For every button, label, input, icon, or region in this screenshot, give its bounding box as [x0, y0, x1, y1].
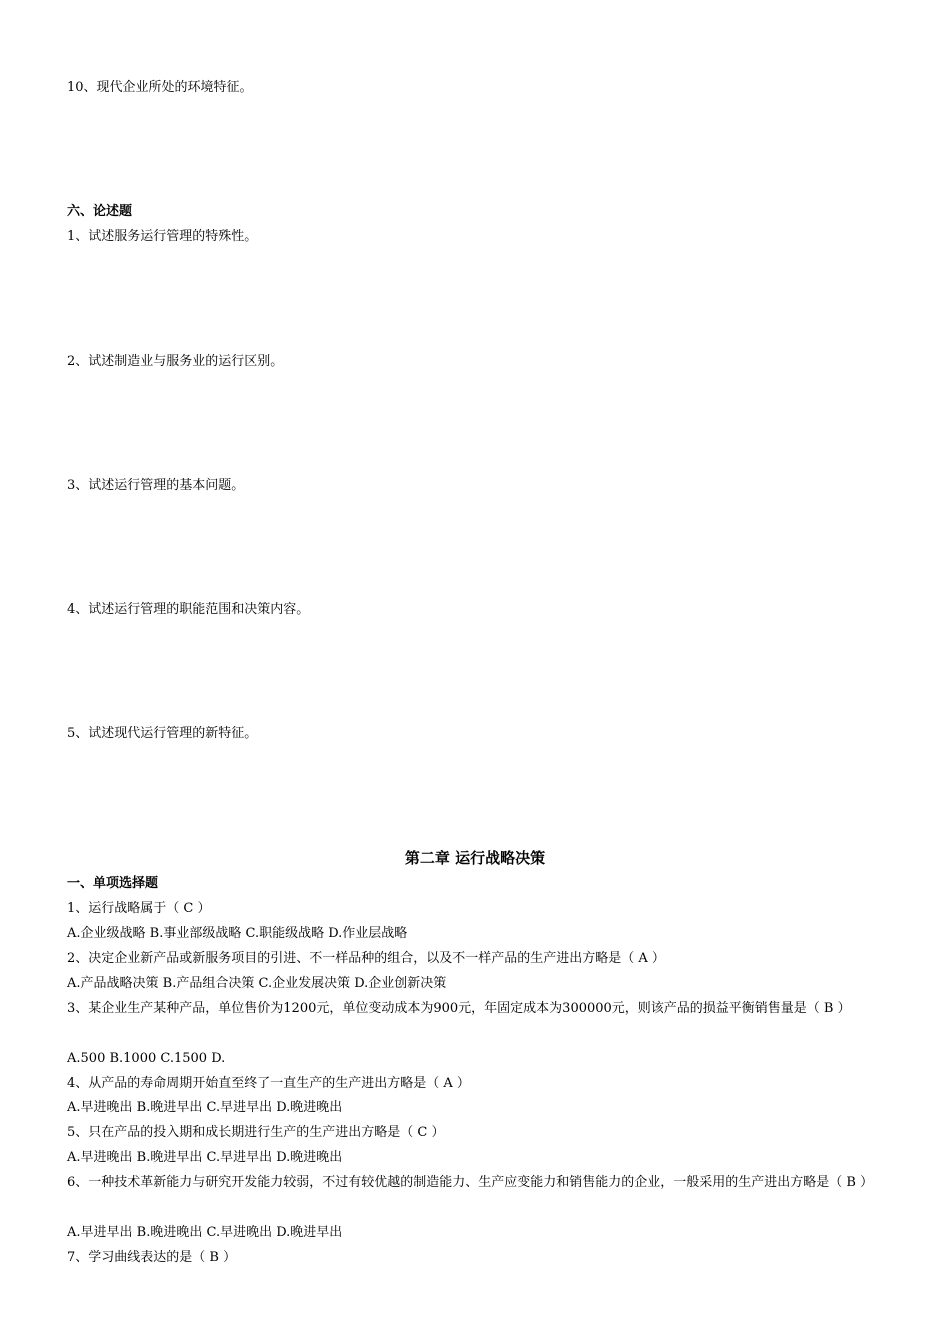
section-heading-essay: 六、论述题: [67, 204, 133, 219]
choice-question-5: 5、只在产品的投入期和成长期进行生产的生产进出方略是（ C ）: [67, 1125, 445, 1140]
question-10: 10、现代企业所处的环境特征。: [67, 80, 253, 95]
essay-question-4: 4、试述运行管理的职能范围和决策内容。: [67, 602, 310, 617]
section-heading-single-choice: 一、单项选择题: [67, 876, 159, 891]
choice-question-6: 6、一种技术革新能力与研究开发能力较弱，不过有较优越的制造能力、生产应变能力和销售能力的企业，一般采用的生产进出方略是（ B ）: [67, 1175, 874, 1190]
essay-question-3: 3、试述运行管理的基本问题。: [67, 478, 245, 493]
choice-question-4-options: A.早进晚出 B.晚进早出 C.早进早出 D.晚进晚出: [67, 1100, 343, 1115]
choice-question-4: 4、从产品的寿命周期开始直至终了一直生产的生产进出方略是（ A ）: [67, 1076, 470, 1091]
choice-question-3-options: A.500 B.1000 C.1500 D.: [67, 1051, 226, 1066]
choice-question-7: 7、学习曲线表达的是（ B ）: [67, 1250, 237, 1265]
choice-question-3: 3、某企业生产某种产品，单位售价为1200元，单位变动成本为900元，年固定成本为300000元，则该产品的损益平衡销售量是（ B ）: [67, 1001, 851, 1016]
essay-question-5: 5、试述现代运行管理的新特征。: [67, 726, 258, 741]
choice-question-2-options: A.产品战略决策 B.产品组合决策 C.企业发展决策 D.企业创新决策: [67, 976, 447, 991]
essay-question-1: 1、试述服务运行管理的特殊性。: [67, 229, 258, 244]
choice-question-1: 1、运行战略属于（ C ）: [67, 901, 211, 916]
essay-question-2: 2、试述制造业与服务业的运行区别。: [67, 354, 284, 369]
choice-question-6-options: A.早进早出 B.晚进晚出 C.早进晚出 D.晚进早出: [67, 1225, 343, 1240]
choice-question-5-options: A.早进晚出 B.晚进早出 C.早进早出 D.晚进晚出: [67, 1150, 343, 1165]
chapter-title: 第二章 运行战略决策: [404, 849, 546, 867]
choice-question-2: 2、决定企业新产品或新服务项目的引进、不一样品种的组合，以及不一样产品的生产进出方略是（ A ）: [67, 951, 665, 966]
choice-question-1-options: A.企业级战略 B.事业部级战略 C.职能级战略 D.作业层战略: [67, 926, 408, 941]
